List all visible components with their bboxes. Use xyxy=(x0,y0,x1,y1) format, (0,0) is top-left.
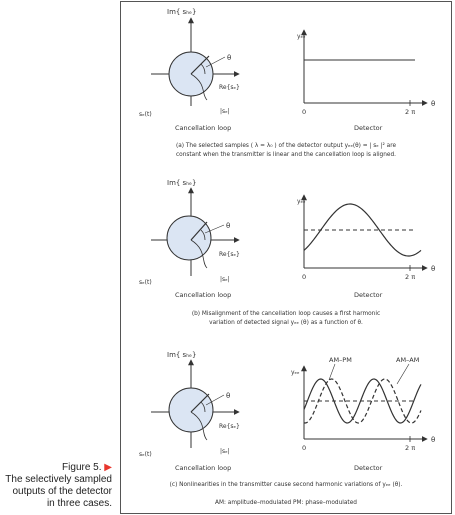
x-zero-b: 0 xyxy=(302,273,307,281)
caption-c-line1: (c) Nonlinearities in the transmitter cause second harmonic variations of yₑₑ (θ). xyxy=(169,482,403,488)
left-title-b: Cancellation loop xyxy=(175,291,232,299)
panel-c xyxy=(139,351,435,506)
figure-svg xyxy=(121,2,451,513)
theta-label-a: θ xyxy=(227,54,232,62)
left-title-a: Cancellation loop xyxy=(175,124,232,132)
right-title-a: Detector xyxy=(354,124,383,132)
caption-a-line1: (a) The selected samples ( λ = λ₀ ) of the detector output yₑₑ(θ) = | sₑ |² are xyxy=(175,143,397,149)
panel-a xyxy=(139,8,435,158)
se-label-b: |sₑ| xyxy=(220,276,230,283)
loop-diagram-c xyxy=(139,351,240,472)
caption-b-line1: (b) Misalignment of the cancellation loop causes a first harmonic xyxy=(191,311,381,317)
loop-diagram-a xyxy=(139,8,240,132)
loop-diagram-b xyxy=(139,179,240,299)
re-label-a: Re{sₑ} xyxy=(219,84,240,91)
s-t-label-c: sₑ(t) xyxy=(139,451,152,458)
am-pm-label: AM–PM xyxy=(329,356,352,364)
y-label-c: yₑₑ xyxy=(291,369,300,376)
side-caption xyxy=(2,462,112,510)
im-label-a: Im{ sₕₑ} xyxy=(167,8,197,16)
x-2pi-b: 2 π xyxy=(405,273,416,281)
x-theta-b: θ xyxy=(431,265,436,273)
right-title-b: Detector xyxy=(354,291,383,299)
x-zero-a: 0 xyxy=(302,108,307,116)
detector-plot-a xyxy=(297,30,435,132)
figure-caption: The selectively sampled outputs of the detector in three cases. xyxy=(5,474,112,509)
x-theta-a: θ xyxy=(431,100,436,108)
se-label-c: |sₑ| xyxy=(220,448,230,455)
am-am-leader xyxy=(397,364,409,384)
x-zero-c: 0 xyxy=(302,444,307,452)
se-label-a: |sₑ| xyxy=(220,108,230,115)
am-am-label: AM–AM xyxy=(396,356,420,364)
detector-plot-c xyxy=(291,356,435,472)
im-label-b: Im{ sₕₑ} xyxy=(167,179,197,187)
im-label-c: Im{ sₕₑ} xyxy=(167,351,197,359)
left-title-c: Cancellation loop xyxy=(175,464,232,472)
triangle-marker-icon: ▶ xyxy=(104,462,112,473)
figure-label-row xyxy=(2,462,112,474)
caption-b-line2: variation of detected signal yₑₑ (θ) as a function of θ. xyxy=(209,320,363,326)
detector-plot-b xyxy=(297,195,435,299)
loop-circle-b xyxy=(167,216,211,260)
x-2pi-c: 2 π xyxy=(405,444,416,452)
caption-a-line2: constant when the transmitter is linear and the cancellation loop is aligned. xyxy=(175,152,397,158)
re-label-c: Re{sₑ} xyxy=(219,423,240,430)
figure-label: Figure 5. xyxy=(62,462,102,473)
s-t-label-a: sₑ(t) xyxy=(139,111,152,118)
right-title-c: Detector xyxy=(354,464,383,472)
x-theta-c: θ xyxy=(431,436,436,444)
am-pm-leader xyxy=(329,364,335,380)
y-label-b: yₑₑ xyxy=(297,198,306,205)
caption-c-line2: AM: amplitude–modulated PM: phase–modulated xyxy=(215,500,357,506)
y-label-a: yₑₑ xyxy=(297,33,306,40)
re-label-b: Re{sₑ} xyxy=(219,251,240,258)
x-2pi-a: 2 π xyxy=(405,108,416,116)
theta-label-c: θ xyxy=(226,392,231,400)
figure-frame xyxy=(120,1,452,514)
theta-label-b: θ xyxy=(226,222,231,230)
panel-b xyxy=(139,179,435,326)
s-t-label-b: sₑ(t) xyxy=(139,279,152,286)
loop-circle-c xyxy=(169,388,213,432)
